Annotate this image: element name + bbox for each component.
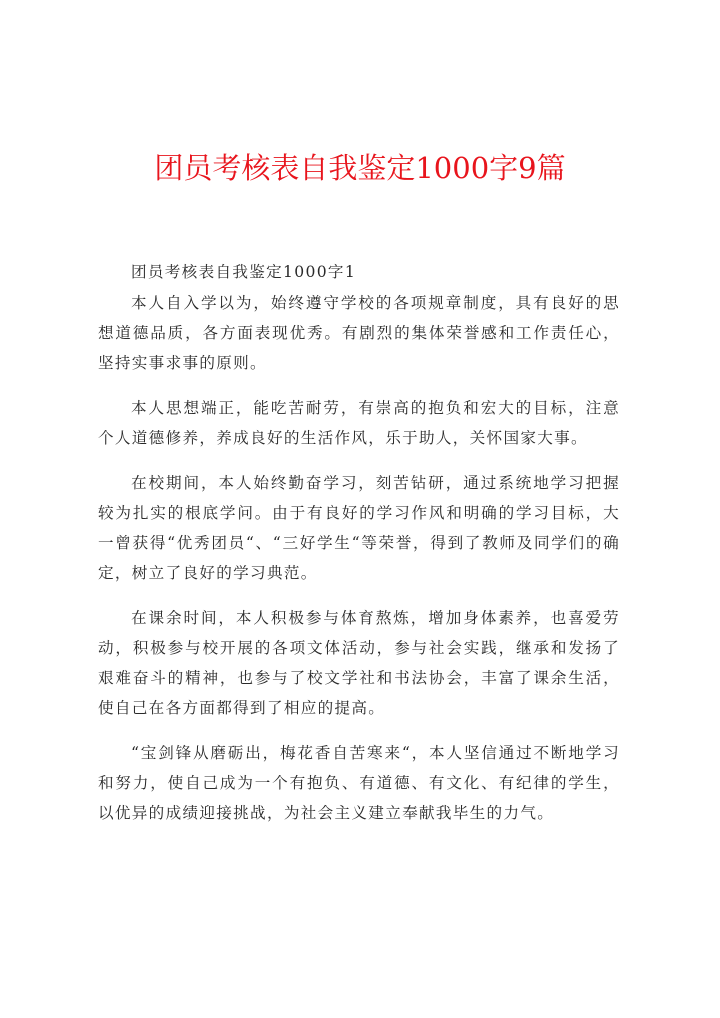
paragraph: 本人自入学以为，始终遵守学校的各项规章制度，具有良好的思想道德品质，各方面表现优秀。有剧烈的集体荣誉感和工作责任心，坚持实事求事的原则。 bbox=[98, 294, 620, 372]
document-body bbox=[98, 288, 620, 828]
section-heading: 团员考核表自我鉴定1000字1 bbox=[131, 263, 357, 281]
paragraph: 在课余时间，本人积极参与体育熬炼，增加身体素养，也喜爱劳动，积极参与校开展的各项文体活动，参与社会实践，继承和发扬了艰难奋斗的精神，也参与了校文学社和书法协会，丰富了课余生活，使自己在各方面都得到了相应的提高。 bbox=[98, 609, 620, 717]
paragraph: 在校期间，本人始终勤奋学习，刻苦钻研，通过系统地学习把握较为扎实的根底学问。由于有良好的学习作风和明确的学习目标，大一曾获得“优秀团员“、“三好学生“等荣誉，得到了教师及同学们的确定，树立了良好的学习典范。 bbox=[98, 474, 620, 582]
paragraph: 本人思想端正，能吃苦耐劳，有崇高的抱负和宏大的目标，注意个人道德修养，养成良好的生活作风，乐于助人，关怀国家大事。 bbox=[98, 399, 620, 447]
document-title: 团员考核表自我鉴定1000字9篇 bbox=[154, 151, 566, 185]
paragraph: “宝剑锋从磨砺出，梅花香自苦寒来“，本人坚信通过不断地学习和努力，使自己成为一个有抱负、有道德、有文化、有纪律的学生，以优异的成绩迎接挑战，为社会主义建立奉献我毕生的力气。 bbox=[98, 744, 620, 822]
